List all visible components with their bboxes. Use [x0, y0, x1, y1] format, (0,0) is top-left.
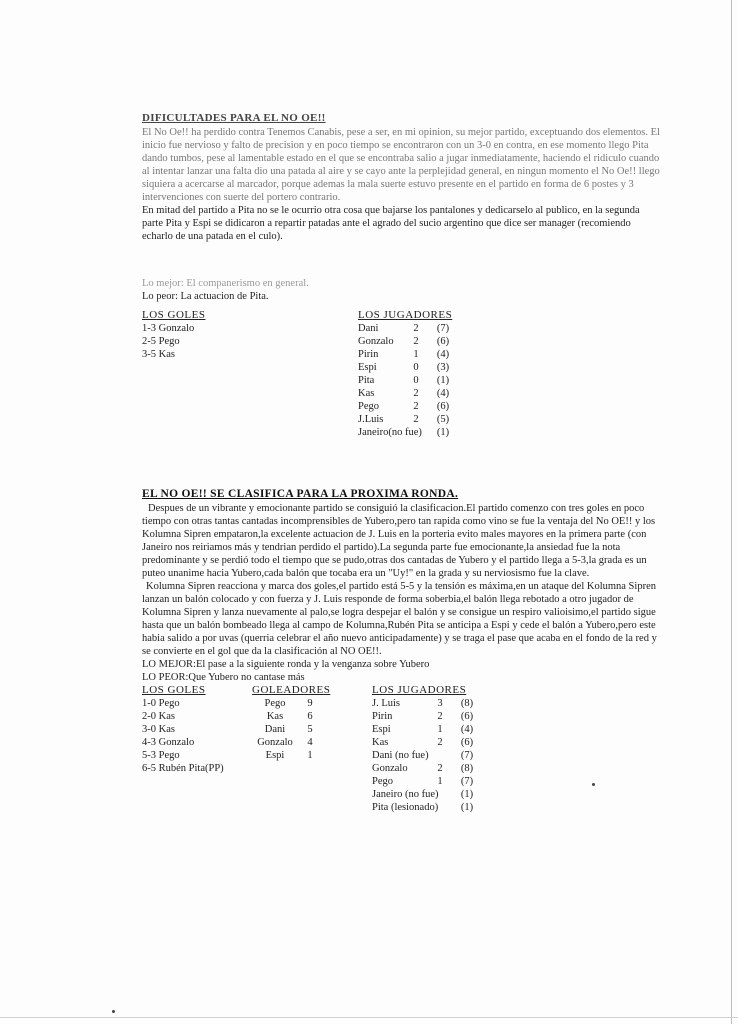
player-goals: 2	[437, 763, 443, 774]
player-name: Dani	[358, 323, 379, 334]
player-row	[358, 335, 458, 348]
player-goals: 2	[437, 711, 443, 722]
player-row	[358, 413, 458, 426]
player-name: Kas	[372, 737, 389, 748]
player-row	[358, 361, 458, 374]
goal-row: 1-3 Gonzalo	[142, 323, 195, 334]
player-rating: (1)	[460, 789, 474, 800]
players-header: LOS JUGADORES	[372, 684, 467, 696]
scorer-name: Kas	[266, 711, 284, 722]
player-row	[372, 736, 482, 749]
scorers-table	[252, 684, 330, 762]
player-row	[372, 788, 482, 801]
player-row	[372, 775, 482, 788]
scorer-goals: 6	[307, 711, 313, 722]
match-report-1	[142, 112, 662, 459]
goals-table	[142, 684, 224, 775]
goal-row: 5-3 Pego	[142, 750, 180, 761]
player-name: Janeiro(no fue)	[358, 427, 422, 438]
scorer-row	[252, 697, 330, 710]
scorer-goals: 5	[307, 724, 313, 735]
report-paragraph: El No Oe!! ha perdido contra Tenemos Canabis, pese a ser, en mi opinion, su mejor partido, exceptuando dos elementos. El inicio fue nervioso y falto de precision y en poco tiempo se encontraron con un 3-0 en contra, en ese momento llego Pita dando tumbos, pese al lamentable estado en el que se encontraba salio a jugar inmediatamente, haciendo el ridiculo cuando al intentar lanzar una falta dio una patada al aire y se cayo ante la perplejidad general, en ningun momento el No Oe!! llego siquiera a acercarse al marcador, porque ademas la mala suerte estuvo presente en el partido en forma de 6 postes y 3 intervenciones con suerte del portero contrario.	[142, 127, 660, 203]
player-name: Pita	[358, 375, 375, 386]
player-goals: 2	[413, 388, 419, 399]
player-rating: (4)	[436, 349, 450, 360]
section-title: DIFICULTADES PARA EL NO OE!!	[142, 112, 326, 124]
player-rating: (8)	[460, 763, 474, 774]
lo-mejor: Lo mejor: El companerismo en general.	[142, 278, 309, 289]
goal-row: 2-5 Pego	[142, 336, 180, 347]
player-goals: 2	[413, 323, 419, 334]
player-name: Espi	[372, 724, 391, 735]
player-name: Espi	[358, 362, 377, 373]
player-goals: 2	[413, 414, 419, 425]
goal-row: 2-0 Kas	[142, 711, 175, 722]
player-rating: (1)	[436, 427, 450, 438]
player-name: J.Luis	[358, 414, 384, 425]
player-name: Pirin	[372, 711, 393, 722]
player-rating: (6)	[436, 401, 450, 412]
player-rating: (7)	[460, 750, 474, 761]
scorer-row	[252, 723, 330, 736]
section-title: EL NO OE!! SE CLASIFICA PARA LA PROXIMA RONDA.	[142, 488, 459, 500]
player-rating: (5)	[436, 414, 450, 425]
player-goals: 2	[413, 401, 419, 412]
goal-row: 4-3 Gonzalo	[142, 737, 195, 748]
player-name: Gonzalo	[358, 336, 394, 347]
player-rating: (8)	[460, 698, 474, 709]
scan-edge	[731, 0, 732, 1024]
player-goals: 2	[437, 737, 443, 748]
player-name: Pego	[358, 401, 379, 412]
report-paragraph: Kolumna Sipren reacciona y marca dos goles,el partido está 5-5 y la tensión es máxima,en un ataque del Kolumna Sipren lanzan un balón colocado y con fuerza y J. Luis responde de forma soberbia,el balón llega rebotado a otro jugador de Kolumna Sipren y lanza nuevamente al palo,se logra despejar el balón y se consigue un respiro valioisimo,el partido sigue hasta que un balón bombeado llega al campo de Kolumna,Rubén Pita se anticipa a Espi y cede el balón a Yubero,pero este habia salido a por uvas (querria celebrar el año nuevo anticipadamente) y se traga el pase que acaba en el fondo de la red y se convierte en el gol que da la clasificación al NO OE!!.	[142, 581, 657, 657]
player-rating: (1)	[460, 802, 474, 813]
player-row	[358, 400, 458, 413]
scorer-name: Gonzalo	[257, 737, 293, 748]
scorer-goals: 1	[307, 750, 313, 761]
players-header: LOS JUGADORES	[358, 309, 453, 321]
player-name: Janeiro (no fue)	[372, 789, 439, 800]
scorer-goals: 9	[307, 698, 313, 709]
report-paragraph: Despues de un vibrante y emocionante partido se consiguió la clasificacion.El partido comenzo con tres goles en poco tiempo con otras tantas cantadas incomprensibles de Yubero,pero tan rapida como vino se fue la ventaja del No OE!! y los Kolumna Sipren empataron,la excelente actuacion de J. Luis en la porteria evito males mayores en la primera parte (con Janeiro nos reiriamos más y tendrian perdido el partido).La segunda parte fue emocionante,la ansiedad fue la nota predominante y se perdió todo el tiempo que se pudo,otras dos cantadas de Yubero y el partido llega a 5-3,la grada es un puteo unanime hacia Yubero,cada balón que tocaba era un "Uy!" en la grada y su nerviosismo fue la clave.	[142, 503, 656, 579]
player-row	[358, 426, 458, 439]
player-rating: (7)	[436, 323, 450, 334]
players-table	[358, 309, 458, 439]
player-goals: 0	[413, 362, 419, 373]
player-name: Kas	[358, 388, 375, 399]
stats-tables	[142, 684, 662, 814]
lo-peor: Lo peor: La actuacion de Pita.	[142, 291, 269, 302]
player-rating: (1)	[436, 375, 450, 386]
player-name: Pirin	[358, 349, 379, 360]
goals-header: LOS GOLES	[142, 684, 206, 696]
player-row	[358, 322, 458, 335]
player-goals: 0	[413, 375, 419, 386]
player-goals: 2	[413, 336, 419, 347]
goal-row: 3-0 Kas	[142, 724, 175, 735]
player-rating: (3)	[436, 362, 450, 373]
player-row	[358, 387, 458, 400]
stats-tables	[142, 309, 662, 459]
player-row	[372, 710, 482, 723]
player-row	[372, 749, 482, 762]
goal-row: 1-0 Pego	[142, 698, 180, 709]
player-goals: 3	[437, 698, 443, 709]
scan-speck	[112, 1010, 115, 1013]
player-name: Gonzalo	[372, 763, 408, 774]
scorer-goals: 4	[307, 737, 313, 748]
player-rating: (4)	[436, 388, 450, 399]
goal-row: 3-5 Kas	[142, 349, 175, 360]
player-rating: (4)	[460, 724, 474, 735]
scorer-row	[252, 736, 330, 749]
player-rating: (6)	[436, 336, 450, 347]
player-goals: 1	[413, 349, 419, 360]
player-name: Pego	[372, 776, 393, 787]
player-rating: (7)	[460, 776, 474, 787]
scorer-name: Espi	[265, 750, 285, 761]
player-rating: (6)	[460, 711, 474, 722]
match-report-2	[142, 488, 662, 814]
scan-speck	[592, 783, 595, 786]
report-paragraph: En mitad del partido a Pita no se le ocurrio otra cosa que bajarse los pantalones y dedicarselo al publico, en la segunda parte Pita y Espi se didicaron a repartir patadas ante el agrado del sucio argentino que dice ser manager (recomiendo echarlo de una patada en el culo).	[142, 205, 640, 242]
scan-edge-bottom	[0, 1017, 738, 1018]
player-row	[358, 374, 458, 387]
scorer-row	[252, 749, 330, 762]
player-row	[358, 348, 458, 361]
goals-header: LOS GOLES	[142, 309, 206, 321]
goal-row: 6-5 Rubén Pita(PP)	[142, 763, 224, 774]
player-row	[372, 801, 482, 814]
lo-mejor: LO MEJOR:El pase a la siguiente ronda y la venganza sobre Yubero	[142, 659, 430, 670]
player-row	[372, 723, 482, 736]
player-name: Pita (lesionado)	[372, 802, 439, 813]
player-row	[372, 762, 482, 775]
scorer-name: Dani	[264, 724, 286, 735]
scorer-row	[252, 710, 330, 723]
scorer-name: Pego	[264, 698, 286, 709]
lo-peor: LO PEOR:Que Yubero no cantase más	[142, 672, 305, 683]
scorers-header: GOLEADORES	[252, 684, 331, 696]
player-rating: (6)	[460, 737, 474, 748]
player-goals: 1	[437, 776, 443, 787]
player-name: Dani (no fue)	[372, 750, 429, 761]
player-row	[372, 697, 482, 710]
player-name: J. Luis	[372, 698, 401, 709]
goals-table	[142, 309, 205, 361]
player-goals: 1	[437, 724, 443, 735]
players-table	[372, 684, 482, 814]
